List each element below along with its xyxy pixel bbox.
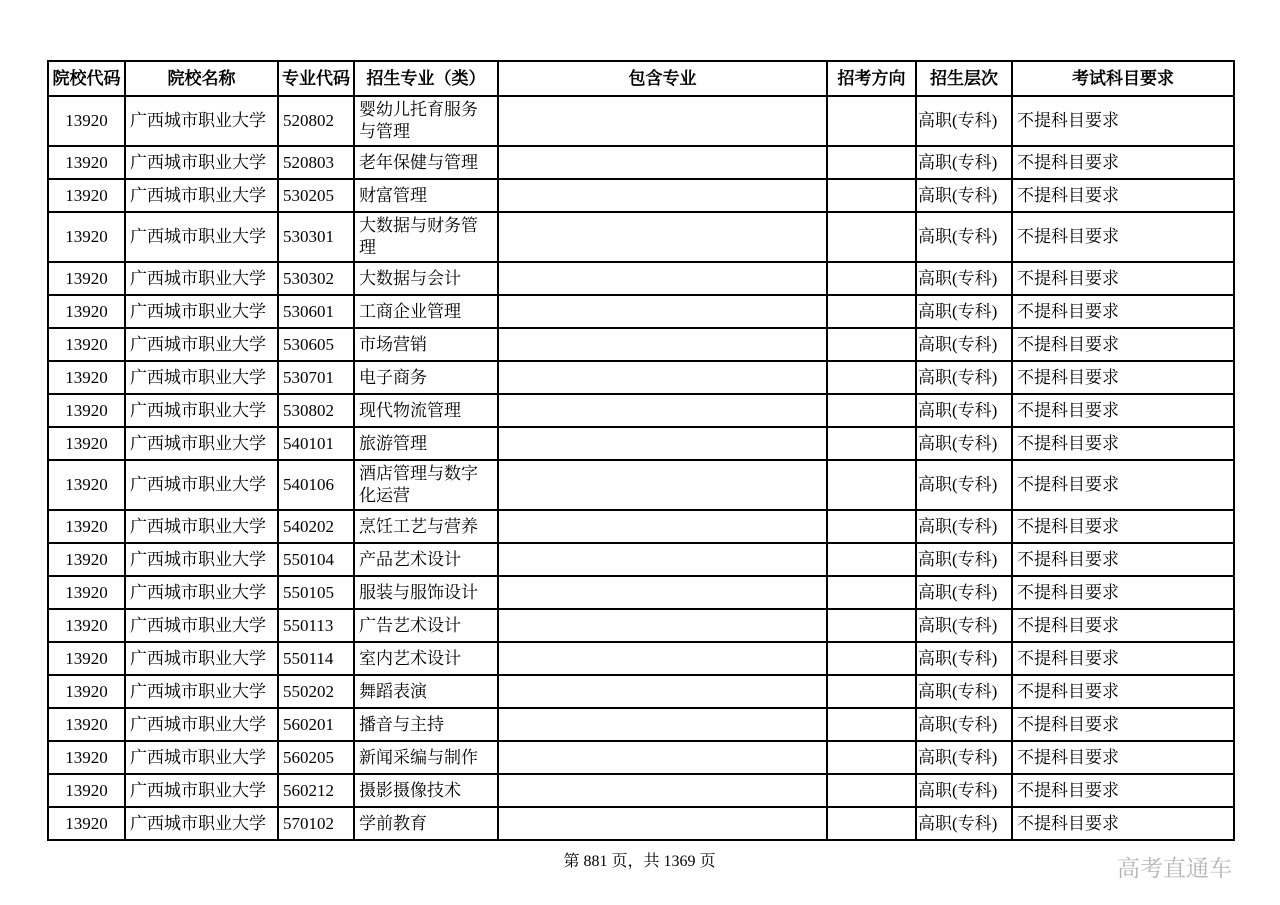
cell-major-code: 550105 <box>278 576 354 609</box>
cell-level: 高职(专科) <box>916 642 1012 675</box>
cell-major-name: 播音与主持 <box>354 708 498 741</box>
admission-plan-table <box>47 60 1235 841</box>
cell-level: 高职(专科) <box>916 609 1012 642</box>
cell-exam-direction <box>827 774 916 807</box>
cell-school-code: 13920 <box>48 328 125 361</box>
header-cell-major-name: 招生专业（类） <box>354 61 498 96</box>
table-row <box>48 427 1234 460</box>
cell-level: 高职(专科) <box>916 774 1012 807</box>
cell-major-code: 530205 <box>278 179 354 212</box>
cell-included-majors <box>498 361 827 394</box>
cell-school-name: 广西城市职业大学 <box>125 146 278 179</box>
watermark-gaokao-zhitongche: 高考直通车 <box>1117 855 1232 881</box>
cell-school-code: 13920 <box>48 774 125 807</box>
cell-exam-direction <box>827 427 916 460</box>
cell-school-code: 13920 <box>48 96 125 146</box>
cell-exam-direction <box>827 576 916 609</box>
cell-included-majors <box>498 212 827 262</box>
header-cell-level: 招生层次 <box>916 61 1012 96</box>
header-cell-subject-requirement: 考试科目要求 <box>1012 61 1234 96</box>
cell-school-code: 13920 <box>48 510 125 543</box>
cell-included-majors <box>498 328 827 361</box>
cell-major-name: 广告艺术设计 <box>354 609 498 642</box>
cell-exam-direction <box>827 543 916 576</box>
cell-major-name: 酒店管理与数字化运营 <box>354 460 498 510</box>
page-number-indicator: 第 881 页，共 1369 页 <box>563 853 716 870</box>
cell-level: 高职(专科) <box>916 394 1012 427</box>
cell-major-name: 大数据与会计 <box>354 262 498 295</box>
cell-school-code: 13920 <box>48 361 125 394</box>
table-row <box>48 807 1234 840</box>
cell-school-code: 13920 <box>48 609 125 642</box>
cell-level: 高职(专科) <box>916 212 1012 262</box>
cell-major-name: 室内艺术设计 <box>354 642 498 675</box>
cell-major-code: 530302 <box>278 262 354 295</box>
cell-major-name: 新闻采编与制作 <box>354 741 498 774</box>
cell-major-name: 电子商务 <box>354 361 498 394</box>
cell-exam-direction <box>827 295 916 328</box>
cell-level: 高职(专科) <box>916 807 1012 840</box>
cell-included-majors <box>498 96 827 146</box>
header-cell-school-name: 院校名称 <box>125 61 278 96</box>
cell-subject-requirement: 不提科目要求 <box>1012 146 1234 179</box>
cell-included-majors <box>498 460 827 510</box>
table-row <box>48 576 1234 609</box>
cell-level: 高职(专科) <box>916 741 1012 774</box>
cell-level: 高职(专科) <box>916 675 1012 708</box>
cell-included-majors <box>498 576 827 609</box>
cell-exam-direction <box>827 146 916 179</box>
cell-included-majors <box>498 675 827 708</box>
cell-major-name: 市场营销 <box>354 328 498 361</box>
table-row <box>48 675 1234 708</box>
cell-major-name: 服装与服饰设计 <box>354 576 498 609</box>
cell-included-majors <box>498 774 827 807</box>
cell-subject-requirement: 不提科目要求 <box>1012 642 1234 675</box>
cell-level: 高职(专科) <box>916 510 1012 543</box>
cell-level: 高职(专科) <box>916 576 1012 609</box>
table-row <box>48 510 1234 543</box>
cell-school-code: 13920 <box>48 427 125 460</box>
cell-major-code: 540106 <box>278 460 354 510</box>
cell-subject-requirement: 不提科目要求 <box>1012 741 1234 774</box>
cell-subject-requirement: 不提科目要求 <box>1012 807 1234 840</box>
cell-major-name: 摄影摄像技术 <box>354 774 498 807</box>
cell-subject-requirement: 不提科目要求 <box>1012 609 1234 642</box>
cell-major-code: 550114 <box>278 642 354 675</box>
table-row <box>48 741 1234 774</box>
cell-subject-requirement: 不提科目要求 <box>1012 295 1234 328</box>
cell-subject-requirement: 不提科目要求 <box>1012 543 1234 576</box>
cell-major-code: 570102 <box>278 807 354 840</box>
cell-level: 高职(专科) <box>916 460 1012 510</box>
cell-exam-direction <box>827 460 916 510</box>
table-row <box>48 262 1234 295</box>
cell-major-code: 550104 <box>278 543 354 576</box>
cell-included-majors <box>498 543 827 576</box>
cell-school-name: 广西城市职业大学 <box>125 807 278 840</box>
cell-major-name: 旅游管理 <box>354 427 498 460</box>
cell-exam-direction <box>827 642 916 675</box>
cell-exam-direction <box>827 394 916 427</box>
cell-included-majors <box>498 262 827 295</box>
header-cell-exam-direction: 招考方向 <box>827 61 916 96</box>
cell-major-code: 540101 <box>278 427 354 460</box>
table-header-row <box>48 61 1234 96</box>
cell-level: 高职(专科) <box>916 708 1012 741</box>
cell-major-code: 530601 <box>278 295 354 328</box>
cell-major-code: 550202 <box>278 675 354 708</box>
cell-major-code: 520803 <box>278 146 354 179</box>
cell-subject-requirement: 不提科目要求 <box>1012 394 1234 427</box>
cell-included-majors <box>498 708 827 741</box>
cell-major-code: 540202 <box>278 510 354 543</box>
cell-school-name: 广西城市职业大学 <box>125 642 278 675</box>
cell-school-code: 13920 <box>48 460 125 510</box>
cell-school-name: 广西城市职业大学 <box>125 295 278 328</box>
table-row <box>48 642 1234 675</box>
table-row <box>48 543 1234 576</box>
cell-included-majors <box>498 807 827 840</box>
table-row <box>48 394 1234 427</box>
table-body <box>48 96 1234 840</box>
cell-major-name: 工商企业管理 <box>354 295 498 328</box>
table-row <box>48 609 1234 642</box>
cell-school-code: 13920 <box>48 394 125 427</box>
cell-school-code: 13920 <box>48 295 125 328</box>
cell-school-code: 13920 <box>48 708 125 741</box>
cell-level: 高职(专科) <box>916 543 1012 576</box>
cell-exam-direction <box>827 675 916 708</box>
cell-subject-requirement: 不提科目要求 <box>1012 212 1234 262</box>
cell-school-code: 13920 <box>48 543 125 576</box>
cell-major-code: 530301 <box>278 212 354 262</box>
cell-included-majors <box>498 146 827 179</box>
cell-school-name: 广西城市职业大学 <box>125 543 278 576</box>
cell-school-name: 广西城市职业大学 <box>125 510 278 543</box>
cell-included-majors <box>498 427 827 460</box>
table-row <box>48 96 1234 146</box>
table-row <box>48 328 1234 361</box>
cell-school-name: 广西城市职业大学 <box>125 361 278 394</box>
cell-included-majors <box>498 642 827 675</box>
cell-subject-requirement: 不提科目要求 <box>1012 708 1234 741</box>
cell-school-name: 广西城市职业大学 <box>125 427 278 460</box>
cell-level: 高职(专科) <box>916 96 1012 146</box>
cell-major-code: 530701 <box>278 361 354 394</box>
cell-school-name: 广西城市职业大学 <box>125 96 278 146</box>
cell-subject-requirement: 不提科目要求 <box>1012 96 1234 146</box>
cell-included-majors <box>498 179 827 212</box>
cell-level: 高职(专科) <box>916 146 1012 179</box>
cell-school-code: 13920 <box>48 576 125 609</box>
cell-exam-direction <box>827 708 916 741</box>
cell-subject-requirement: 不提科目要求 <box>1012 361 1234 394</box>
cell-school-name: 广西城市职业大学 <box>125 708 278 741</box>
cell-subject-requirement: 不提科目要求 <box>1012 460 1234 510</box>
cell-major-code: 560201 <box>278 708 354 741</box>
cell-school-code: 13920 <box>48 179 125 212</box>
cell-level: 高职(专科) <box>916 328 1012 361</box>
cell-major-code: 520802 <box>278 96 354 146</box>
cell-subject-requirement: 不提科目要求 <box>1012 328 1234 361</box>
cell-major-code: 550113 <box>278 609 354 642</box>
cell-major-code: 560205 <box>278 741 354 774</box>
cell-subject-requirement: 不提科目要求 <box>1012 427 1234 460</box>
cell-included-majors <box>498 609 827 642</box>
cell-major-name: 现代物流管理 <box>354 394 498 427</box>
cell-included-majors <box>498 741 827 774</box>
header-cell-school-code: 院校代码 <box>48 61 125 96</box>
cell-major-name: 舞蹈表演 <box>354 675 498 708</box>
cell-school-name: 广西城市职业大学 <box>125 741 278 774</box>
cell-school-code: 13920 <box>48 741 125 774</box>
cell-included-majors <box>498 295 827 328</box>
cell-major-name: 财富管理 <box>354 179 498 212</box>
cell-exam-direction <box>827 361 916 394</box>
cell-exam-direction <box>827 510 916 543</box>
cell-school-name: 广西城市职业大学 <box>125 609 278 642</box>
cell-major-name: 烹饪工艺与营养 <box>354 510 498 543</box>
cell-level: 高职(专科) <box>916 179 1012 212</box>
cell-school-code: 13920 <box>48 212 125 262</box>
table-row <box>48 146 1234 179</box>
table-row <box>48 708 1234 741</box>
cell-subject-requirement: 不提科目要求 <box>1012 576 1234 609</box>
cell-subject-requirement: 不提科目要求 <box>1012 774 1234 807</box>
table-row <box>48 460 1234 510</box>
cell-major-name: 老年保健与管理 <box>354 146 498 179</box>
cell-level: 高职(专科) <box>916 361 1012 394</box>
cell-school-name: 广西城市职业大学 <box>125 460 278 510</box>
header-cell-included-majors: 包含专业 <box>498 61 827 96</box>
cell-school-code: 13920 <box>48 146 125 179</box>
cell-school-code: 13920 <box>48 262 125 295</box>
cell-included-majors <box>498 510 827 543</box>
cell-exam-direction <box>827 262 916 295</box>
cell-exam-direction <box>827 741 916 774</box>
cell-school-name: 广西城市职业大学 <box>125 394 278 427</box>
cell-school-name: 广西城市职业大学 <box>125 212 278 262</box>
cell-major-code: 560212 <box>278 774 354 807</box>
cell-exam-direction <box>827 328 916 361</box>
cell-included-majors <box>498 394 827 427</box>
cell-subject-requirement: 不提科目要求 <box>1012 510 1234 543</box>
cell-exam-direction <box>827 609 916 642</box>
cell-exam-direction <box>827 96 916 146</box>
cell-major-name: 婴幼儿托育服务与管理 <box>354 96 498 146</box>
table-row <box>48 179 1234 212</box>
cell-school-name: 广西城市职业大学 <box>125 262 278 295</box>
cell-level: 高职(专科) <box>916 295 1012 328</box>
cell-school-name: 广西城市职业大学 <box>125 179 278 212</box>
table-row <box>48 295 1234 328</box>
cell-exam-direction <box>827 807 916 840</box>
cell-major-name: 大数据与财务管理 <box>354 212 498 262</box>
cell-level: 高职(专科) <box>916 262 1012 295</box>
cell-subject-requirement: 不提科目要求 <box>1012 675 1234 708</box>
cell-exam-direction <box>827 212 916 262</box>
cell-school-code: 13920 <box>48 807 125 840</box>
cell-major-name: 产品艺术设计 <box>354 543 498 576</box>
cell-level: 高职(专科) <box>916 427 1012 460</box>
table-row <box>48 212 1234 262</box>
cell-school-code: 13920 <box>48 675 125 708</box>
table-row <box>48 774 1234 807</box>
cell-school-name: 广西城市职业大学 <box>125 774 278 807</box>
header-cell-major-code: 专业代码 <box>278 61 354 96</box>
cell-subject-requirement: 不提科目要求 <box>1012 179 1234 212</box>
table-row <box>48 361 1234 394</box>
cell-major-code: 530605 <box>278 328 354 361</box>
cell-school-name: 广西城市职业大学 <box>125 675 278 708</box>
cell-major-name: 学前教育 <box>354 807 498 840</box>
cell-school-code: 13920 <box>48 642 125 675</box>
cell-exam-direction <box>827 179 916 212</box>
cell-subject-requirement: 不提科目要求 <box>1012 262 1234 295</box>
cell-major-code: 530802 <box>278 394 354 427</box>
cell-school-name: 广西城市职业大学 <box>125 576 278 609</box>
cell-school-name: 广西城市职业大学 <box>125 328 278 361</box>
